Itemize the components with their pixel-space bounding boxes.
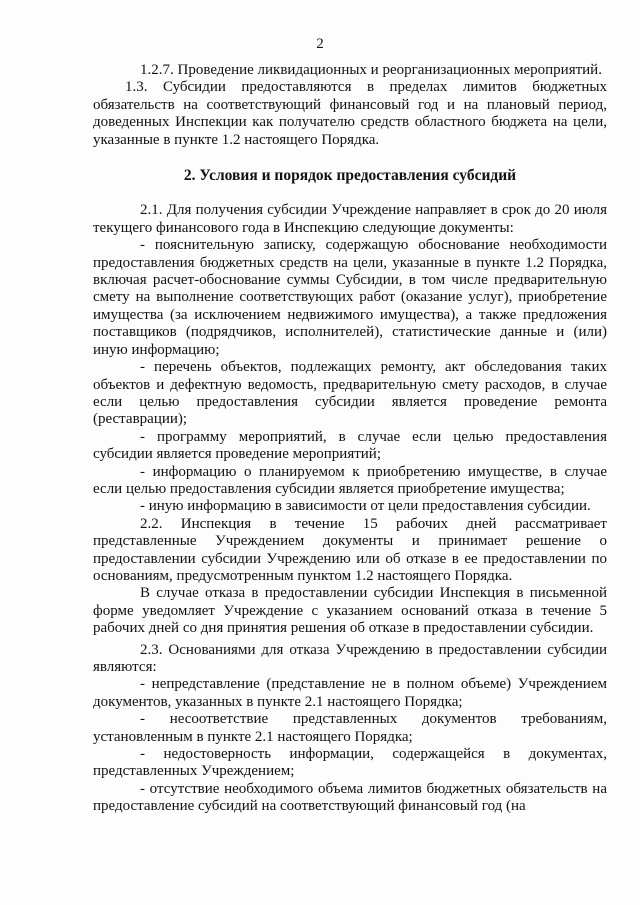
paragraph-2-2: 2.2. Инспекция в течение 15 рабочих дней рассматривает представленные Учреждением документы и принимает решение о предоставлении субсидии Учреждению или об отказе в ее предоставлении по основаниям, предусмотренным пунктом 1.2 настоящего Порядка.	[93, 515, 607, 584]
document-body	[93, 62, 607, 816]
list-item-other-info: - иную информацию в зависимости от цели предоставления субсидии.	[140, 498, 591, 515]
list-item-no-limits: - отсутствие необходимого объема лимитов бюджетных обязательств на предоставление субсидий на соответствующий финансовый год (на	[93, 780, 607, 815]
list-item-explanatory-note: - пояснительную записку, содержащую обоснование необходимости предоставления бюджетных средств на цели, указанные в пункте 1.2 Порядка, включая расчет-обоснование суммы Субсидии, в том числе предварительную смету на выполнение соответствующих работ (оказание услуг), приобретение имущества (за исключением недвижимого имущества), а также предложения поставщиков (подрядчиков, исполнителей), статистические данные и (или) иную информацию;	[93, 237, 607, 358]
paragraph-2-1: 2.1. Для получения субсидии Учреждение направляет в срок до 20 июля текущего финансового года в Инспекцию следующие документы:	[93, 202, 607, 236]
paragraph-1-2-7: 1.2.7. Проведение ликвидационных и реорганизационных мероприятий.	[140, 62, 602, 78]
page-number: 2	[316, 36, 324, 52]
paragraph-2-3: 2.3. Основаниями для отказа Учреждению в предоставлении субсидии являются:	[93, 641, 607, 675]
list-item-unreliable-info: - недостоверность информации, содержащейся в документах, представленных Учреждением;	[93, 746, 607, 780]
list-item-non-submission: - непредставление (представление не в полном объеме) Учреждением документов, указанных в пункте 2.1 настоящего Порядка;	[93, 676, 607, 710]
section-heading: 2. Условия и порядок предоставления субсидий	[183, 167, 517, 185]
list-item-property-info: - информацию о планируемом к приобретению имуществе, в случае если целью предоставления субсидии является приобретение имущества;	[93, 463, 607, 497]
list-item-non-compliance: - несоответствие представленных документов требованиям, установленным в пункте 2.1 настоящего Порядка;	[93, 711, 607, 745]
paragraph-refusal-notice: В случае отказа в предоставлении субсидии Инспекция в письменной форме уведомляет Учреждение с указанием оснований отказа в течение 5 рабочих дней со дня принятия решения об отказе в предоставлении субсидии.	[93, 585, 607, 637]
paragraph-1-3: 1.3. Субсидии предоставляются в пределах лимитов бюджетных обязательств на соответствующий финансовый год и на плановый период, доведенных Инспекции как получателю средств областного бюджета на цели, указанные в пункте 1.2 настоящего Порядка.	[93, 79, 607, 148]
list-item-repair-objects: - перечень объектов, подлежащих ремонту, акт обследования таких объектов и дефектную ведомость, предварительную смету расходов, в случае если целью предоставления субсидии является проведение ремонта (реставрации);	[93, 359, 607, 428]
list-item-event-program: - программу мероприятий, в случае если целью предоставления субсидии является проведение мероприятий;	[93, 428, 607, 463]
